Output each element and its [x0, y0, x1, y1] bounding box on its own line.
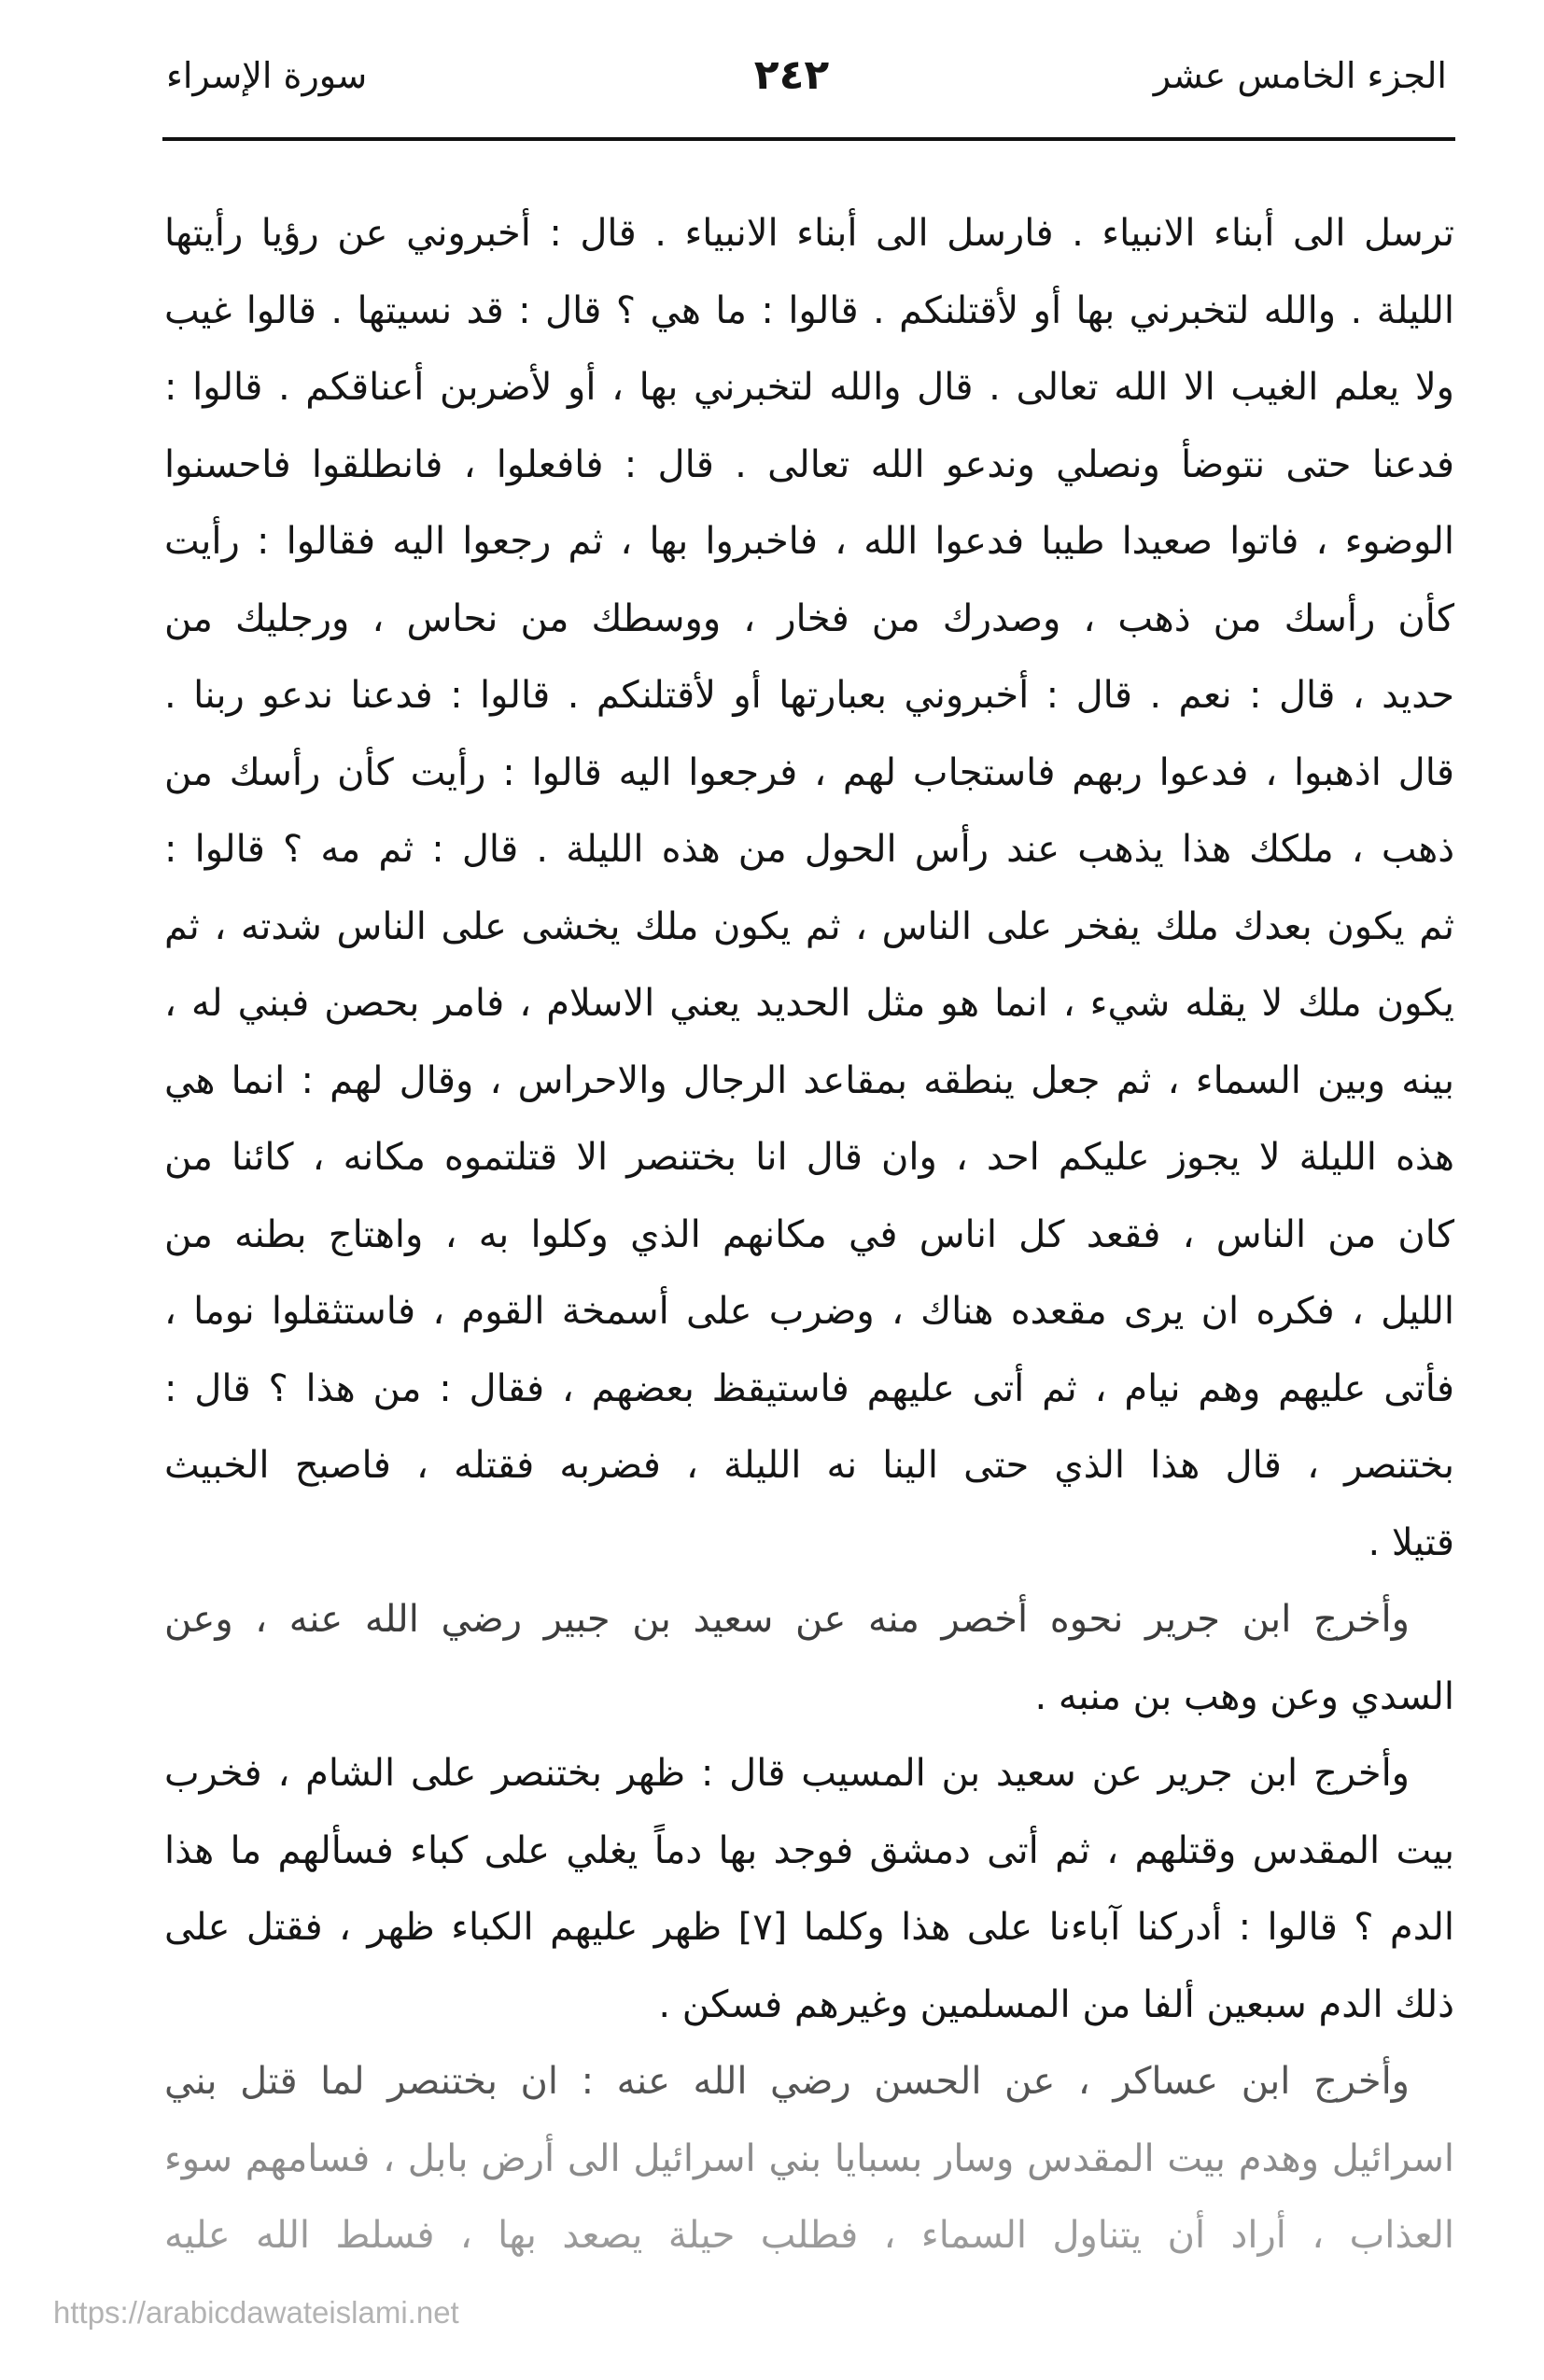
text-line: بختنصر ، قال هذا الذي حتى الينا نه الليلة ، فضربه فقتله ، فاصبح الخبيث — [164, 1444, 1454, 1487]
surah-title: سورة الإسراء — [166, 55, 368, 96]
text-line: هذه الليلة لا يجوز عليكم احد ، وان قال انا بختنصر الا قتلتموه مكانه ، كائنا من — [164, 1136, 1454, 1179]
paragraph — [164, 1581, 1454, 1735]
text-line: السدي وعن وهب بن منبه . — [1034, 1674, 1454, 1718]
text-line: وأخرج ابن جرير عن سعيد بن المسيب قال : ظهر بختنصر على الشام ، فخرب — [164, 1752, 1410, 1795]
text-line: فدعنا حتى نتوضأ ونصلي وندعو الله تعالى . قال : فافعلوا ، فانطلقوا فاحسنوا — [164, 442, 1454, 486]
text-line: حديد ، قال : نعم . قال : أخبروني بعبارتها أو لأقتلنكم . قالوا : فدعنا ندعو ربنا . — [164, 674, 1454, 717]
text-line: اسرائيل وهدم بيت المقدس وسار بسبايا بني اسرائيل الى أرض بابل ، فسامهم سوء — [164, 2136, 1454, 2180]
body-text — [164, 195, 1454, 2275]
text-line: كأن رأسك من ذهب ، وصدرك من فخار ، ووسطك من نحاس ، ورجليك من — [164, 596, 1454, 640]
juz-title: الجزء الخامس عشر — [1153, 55, 1447, 96]
paragraph — [164, 1735, 1454, 2043]
text-line: الوضوء ، فاتوا صعيدا طيبا فدعوا الله ، فاخبروا بها ، ثم رجعوا اليه فقالوا : رأيت — [164, 520, 1454, 563]
watermark-url: https://arabicdawateislami.net — [53, 2295, 459, 2330]
text-line: يكون ملك لا يقله شيء ، انما هو مثل الحديد يعني الاسلام ، فامر بحصن فبني له ، — [164, 982, 1454, 1025]
text-line: ترسل الى أبناء الانبياء . فارسل الى أبناء الانبياء . قال : أخبروني عن رؤيا رأيتها — [164, 212, 1454, 255]
text-line: كان من الناس ، فقعد كل اناس في مكانهم الذي وكلوا به ، واهتاج بطنه من — [164, 1212, 1454, 1256]
text-line: بيت المقدس وقتلهم ، ثم أتى دمشق فوجد بها دماً يغلي على كباء فسألهم ما هذا — [164, 1828, 1454, 1872]
text-line: الليلة . والله لتخبرني بها أو لأقتلنكم . قالوا : ما هي ؟ قال : قد نسيتها . قالوا غيب — [164, 288, 1454, 332]
header-rule — [162, 137, 1455, 141]
text-line: الليل ، فكره ان يرى مقعده هناك ، وضرب على أسمخة القوم ، فاستثقلوا نوما ، — [164, 1290, 1454, 1333]
text-line: وأخرج ابن عساكر ، عن الحسن رضي الله عنه : ان بختنصر لما قتل بني — [164, 2060, 1410, 2103]
text-line: ذلك الدم سبعين ألفا من المسلمين وغيرهم فسكن . — [658, 1982, 1454, 2026]
text-line: وأخرج ابن جرير نحوه أخصر منه عن سعيد بن جبير رضي الله عنه ، وعن — [164, 1598, 1410, 1641]
text-line: قال اذهبوا ، فدعوا ربهم فاستجاب لهم ، فرجعوا اليه قالوا : رأيت كأن رأسك من — [164, 750, 1454, 794]
text-line: ثم يكون بعدك ملك يفخر على الناس ، ثم يكون ملك يخشى على الناس شدته ، ثم — [164, 904, 1454, 948]
text-line: بينه وبين السماء ، ثم جعل ينطقه بمقاعد الرجال والاحراس ، وقال لهم : انما هي — [164, 1058, 1454, 1102]
text-line: العذاب ، أراد أن يتناول السماء ، فطلب حيلة يصعد بها ، فسلط الله عليه — [164, 2214, 1454, 2257]
running-header — [164, 43, 1454, 108]
paragraph — [164, 2043, 1454, 2275]
text-line: قتيلا . — [1368, 1520, 1454, 1564]
text-line: الدم ؟ قالوا : أدركنا آباءنا على هذا وكلما [٧] ظهر عليهم الكباء ظهر ، فقتل على — [164, 1906, 1454, 1949]
text-line: ذهب ، ملكك هذا يذهب عند رأس الحول من هذه الليلة . قال : ثم مه ؟ قالوا : — [164, 828, 1454, 871]
paragraph — [164, 195, 1454, 1581]
page-number: ٢٤٢ — [753, 51, 830, 99]
text-line: فأتى عليهم وهم نيام ، ثم أتى عليهم فاستيقظ بعضهم ، فقال : من هذا ؟ قال : — [164, 1366, 1454, 1410]
text-line: ولا يعلم الغيب الا الله تعالى . قال والله لتخبرني بها ، أو لأضربن أعناقكم . قالوا : — [164, 366, 1454, 409]
